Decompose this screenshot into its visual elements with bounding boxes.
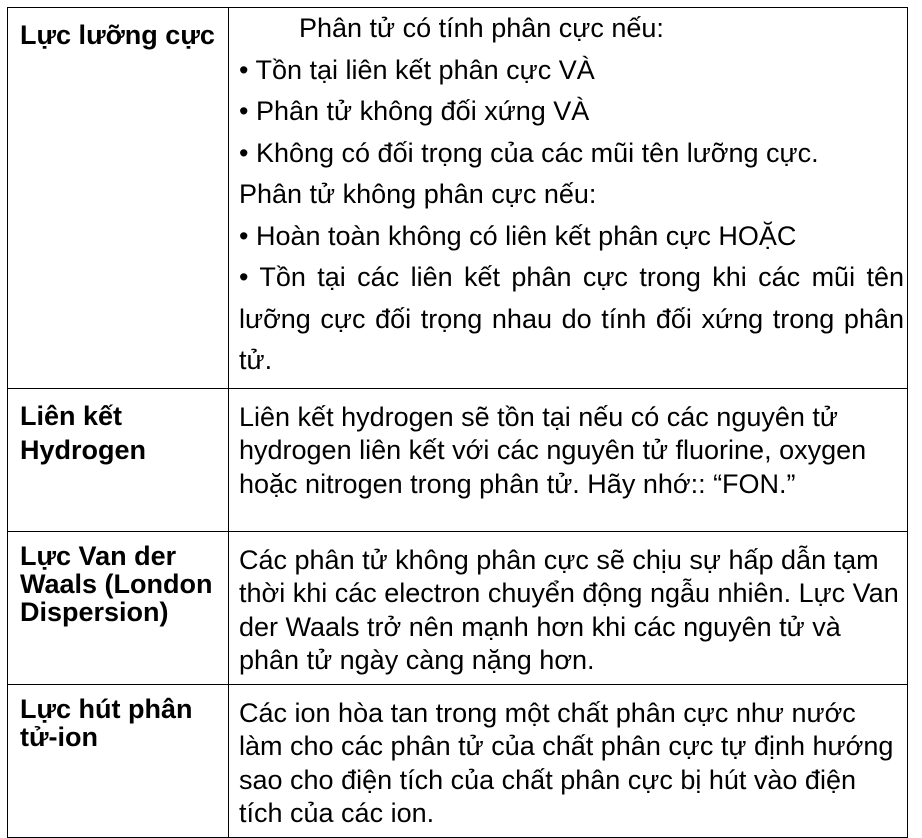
term-dipole: Lực lưỡng cực (20, 20, 215, 50)
polar-condition-heading: Phân tử có tính phân cực nếu: (299, 13, 664, 43)
term-cell (8, 8, 229, 389)
bullet-item: • Phân tử không đối xứng VÀ (239, 96, 590, 126)
forces-table (7, 7, 908, 838)
description-molecule-ion (229, 685, 907, 837)
description-dipole (229, 8, 907, 388)
bullet-item: • Hoàn toàn không có liên kết phân cực HOẶC (239, 220, 797, 251)
term-cell (8, 531, 229, 684)
table-row (8, 531, 908, 684)
nonpolar-condition-heading: Phân tử không phân cực nếu: (239, 179, 597, 209)
term-hydrogen-bond: Liên kết Hydrogen (20, 400, 147, 465)
term-cell (8, 388, 229, 531)
bullet-item: • Tồn tại các liên kết phân cực trong khi các mũi tên lưỡng cực đối trọng nhau do tính đối xứng trong phân tử. (239, 262, 904, 375)
term-molecule-ion: Lực hút phân tử-ion (20, 693, 193, 752)
description-cell (229, 531, 908, 684)
description-hydrogen-bond (229, 389, 907, 508)
bullet-item: • Tồn tại liên kết phân cực VÀ (239, 54, 595, 85)
term-cell (8, 684, 229, 837)
table-row (8, 684, 908, 837)
table-row (8, 388, 908, 531)
description-van-der-waals (229, 532, 907, 684)
description-cell (229, 388, 908, 531)
table-row (8, 8, 908, 389)
description-text: Các ion hòa tan trong một chất phân cực như nước làm cho các phân tử của chất phân cực tự định hướng sao cho điện tích của chất phân cực bị hút vào điện tích của các ion. (239, 697, 894, 828)
term-van-der-waals: Lực Van der Waals (London Dispersion) (20, 540, 213, 627)
description-text: Liên kết hydrogen sẽ tồn tại nếu có các nguyên tử hydrogen liên kết với các nguyên tử fluorine, oxygen hoặc nitrogen trong phân tử. Hãy nhớ:: “FON.” (239, 401, 867, 499)
description-text: Các phân tử không phân cực sẽ chịu sự hấp dẫn tạm thời khi các electron chuyển động ngẫu nhiên. Lực Van der Waals trở nên mạnh hơn khi các nguyên tử và phân tử ngày càng nặng hơn. (239, 544, 899, 675)
description-cell (229, 8, 908, 389)
description-cell (229, 684, 908, 837)
bullet-item: • Không có đối trọng của các mũi tên lưỡng cực. (239, 137, 819, 168)
